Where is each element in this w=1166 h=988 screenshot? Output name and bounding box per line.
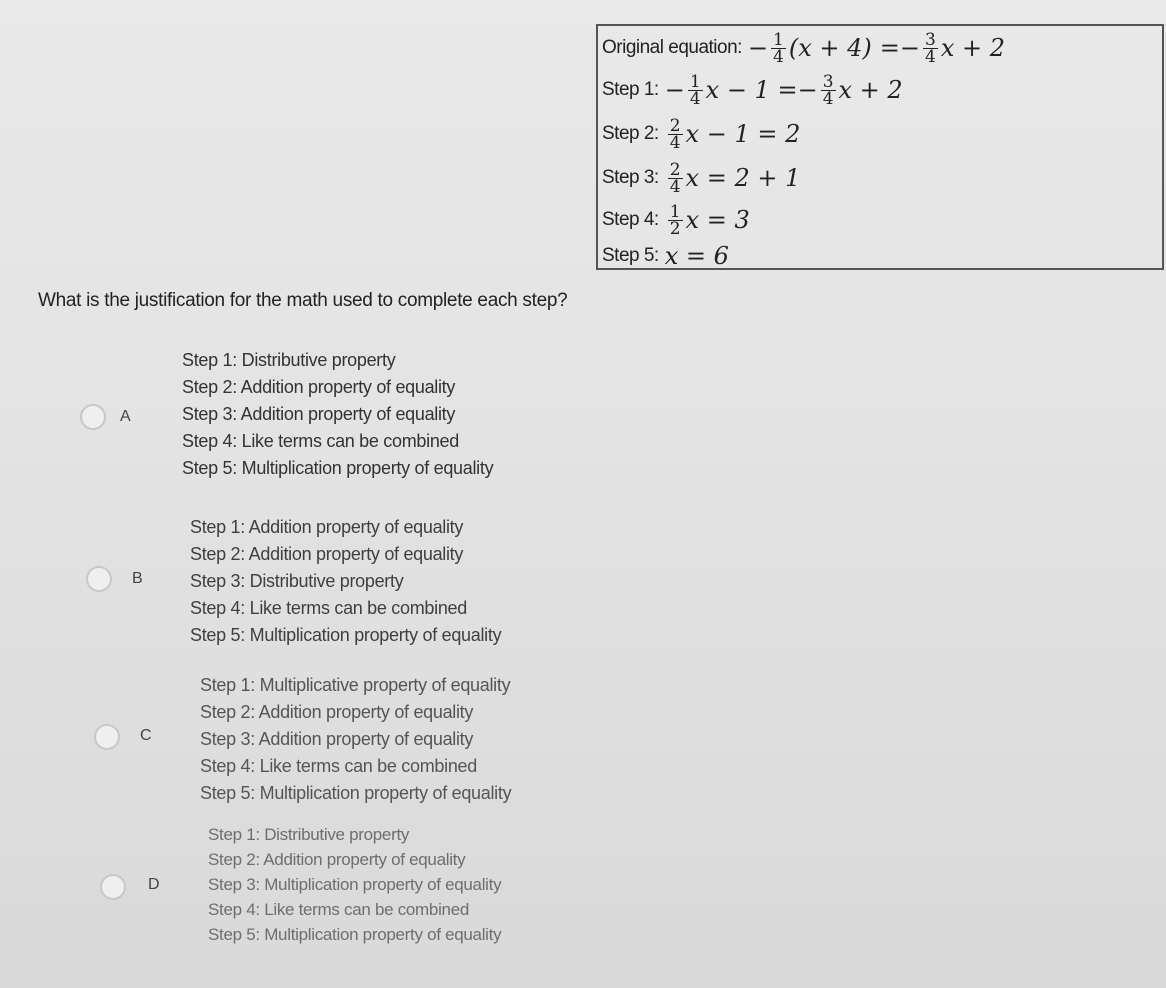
option-step: Step 3: Distributive property <box>190 571 404 591</box>
option-step: Step 5: Multiplication property of equality <box>200 783 512 803</box>
option-letter: D <box>148 876 160 893</box>
step1-equation <box>664 71 903 109</box>
step3-equation <box>665 159 801 197</box>
radio-button-d[interactable] <box>100 874 126 900</box>
option-step: Step 3: Multiplication property of equality <box>208 875 502 894</box>
step5-label: Step 5: <box>602 245 659 266</box>
option-step: Step 1: Addition property of equality <box>190 517 464 537</box>
expression: x + 2 <box>940 34 1005 62</box>
expression: (x + 4) <box>788 34 872 62</box>
option-step: Step 4: Like terms can be combined <box>182 431 459 451</box>
step2-row <box>602 114 800 154</box>
expression: x = 3 <box>685 206 750 234</box>
radio-button-c[interactable] <box>94 724 120 750</box>
option-step: Step 2: Addition property of equality <box>190 544 464 564</box>
option-step: Step 4: Like terms can be combined <box>190 598 467 618</box>
step3-row <box>602 158 800 198</box>
fraction-numerator: 2 <box>669 115 681 136</box>
radio-button-b[interactable] <box>86 566 112 592</box>
option-step: Step 1: Multiplicative property of equality <box>200 675 511 695</box>
fraction <box>923 29 938 67</box>
fraction-denominator: 4 <box>822 88 834 109</box>
option-letter: B <box>132 570 143 587</box>
expression: x = 6 <box>664 242 729 270</box>
radio-button-a[interactable] <box>80 404 106 430</box>
fraction-denominator: 4 <box>669 176 681 197</box>
option-step: Step 1: Distributive property <box>182 350 396 370</box>
option-step: Step 5: Multiplication property of equality <box>182 458 494 478</box>
fraction <box>688 71 703 109</box>
option-step: Step 2: Addition property of equality <box>182 377 456 397</box>
expression: x + 2 <box>838 76 903 104</box>
option-step: Step 4: Like terms can be combined <box>200 756 477 776</box>
option-step: Step 2: Addition property of equality <box>208 850 466 869</box>
minus-sign: − <box>664 76 685 104</box>
option-step: Step 5: Multiplication property of equality <box>190 625 502 645</box>
option-steps <box>182 347 493 482</box>
fraction-denominator: 2 <box>669 218 681 239</box>
step2-label: Step 2: <box>602 123 659 144</box>
option-steps <box>208 822 501 947</box>
fraction <box>668 115 683 153</box>
fraction-numerator: 1 <box>669 201 681 222</box>
equals-sign: =− <box>879 34 920 62</box>
option-step: Step 3: Addition property of equality <box>182 404 456 424</box>
expression: x − 1 =− <box>705 76 818 104</box>
fraction-numerator: 3 <box>925 29 936 50</box>
fraction-denominator: 4 <box>773 46 784 67</box>
original-equation-row <box>602 28 1005 68</box>
question-text: What is the justification for the math used to complete each step? <box>38 290 568 311</box>
option-steps <box>190 514 501 649</box>
step1-row <box>602 70 903 110</box>
fraction-denominator: 4 <box>689 88 701 109</box>
fraction <box>668 201 683 239</box>
fraction <box>668 159 683 197</box>
option-step: Step 3: Addition property of equality <box>200 729 474 749</box>
option-steps <box>200 672 511 807</box>
fraction-numerator: 1 <box>689 71 701 92</box>
step3-label: Step 3: <box>602 167 659 188</box>
expression: x − 1 = 2 <box>685 120 801 148</box>
fraction-numerator: 1 <box>773 29 784 50</box>
fraction <box>771 29 786 67</box>
minus-sign: − <box>747 34 769 62</box>
step4-row <box>602 200 750 240</box>
step5-row <box>602 236 729 276</box>
step4-label: Step 4: <box>602 209 659 230</box>
fraction <box>821 71 836 109</box>
fraction-denominator: 4 <box>669 132 681 153</box>
option-step: Step 5: Multiplication property of equality <box>208 925 502 944</box>
original-equation <box>747 29 1005 67</box>
option-step: Step 1: Distributive property <box>208 825 410 844</box>
fraction-numerator: 3 <box>822 71 834 92</box>
fraction-numerator: 2 <box>669 159 681 180</box>
option-step: Step 4: Like terms can be combined <box>208 900 470 919</box>
expression: x = 2 + 1 <box>685 164 801 192</box>
step5-equation <box>665 242 729 270</box>
option-letter: A <box>120 408 131 425</box>
fraction-denominator: 4 <box>925 46 936 67</box>
step4-equation <box>665 201 750 239</box>
step1-label: Step 1: <box>602 79 659 100</box>
original-equation-label: Original equation: <box>602 37 742 58</box>
equation-box <box>596 24 1164 270</box>
option-letter: C <box>140 727 152 744</box>
option-step: Step 2: Addition property of equality <box>200 702 474 722</box>
step2-equation <box>665 115 801 153</box>
